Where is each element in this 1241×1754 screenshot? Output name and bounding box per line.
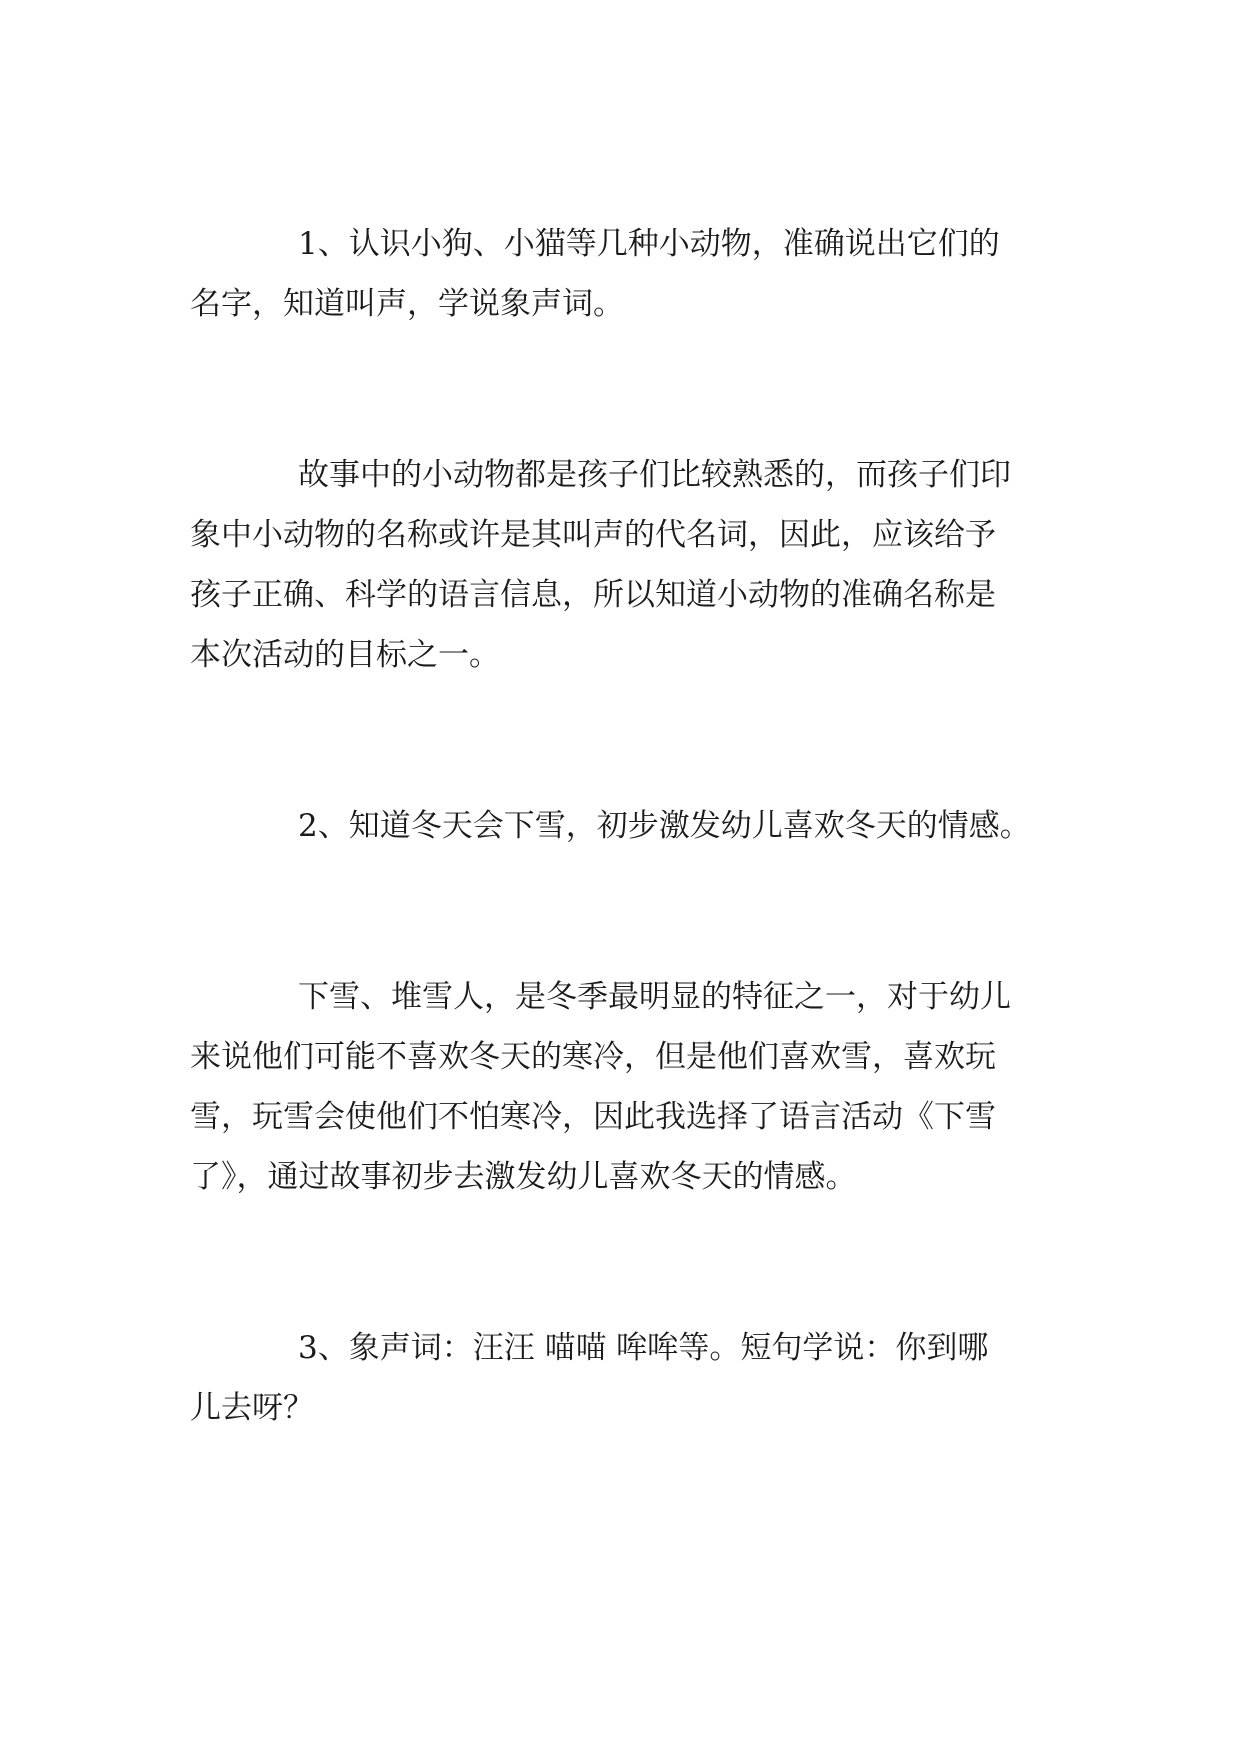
paragraph-5-line-2: 儿去呀？ — [190, 1390, 314, 1426]
paragraph-4-line-3: 雪，玩雪会使他们不怕寒冷，因此我选择了语言活动《下雪 — [190, 1099, 996, 1135]
paragraph-3-line-1: 2、知道冬天会下雪，初步激发幼儿喜欢冬天的情感。 — [298, 808, 1031, 844]
paragraph-4-line-2: 来说他们可能不喜欢冬天的寒冷，但是他们喜欢雪，喜欢玩 — [190, 1039, 996, 1075]
paragraph-5-line-1: 3、象声词：汪汪 喵喵 哞哞等。短句学说：你到哪 — [298, 1330, 989, 1366]
paragraph-4-line-4: 了》，通过故事初步去激发幼儿喜欢冬天的情感。 — [190, 1159, 857, 1195]
paragraph-2-line-1: 故事中的小动物都是孩子们比较熟悉的，而孩子们印 — [298, 457, 1011, 493]
paragraph-2-line-3: 孩子正确、科学的语言信息，所以知道小动物的准确名称是 — [190, 577, 996, 613]
paragraph-1-line-2: 名字，知道叫声，学说象声词。 — [190, 286, 624, 322]
paragraph-4-line-1: 下雪、堆雪人，是冬季最明显的特征之一，对于幼儿 — [298, 979, 1011, 1015]
paragraph-2-line-4: 本次活动的目标之一。 — [190, 637, 500, 673]
paragraph-1-line-1: 1、认识小狗、小猫等几种小动物，准确说出它们的 — [298, 226, 1000, 262]
paragraph-2-line-2: 象中小动物的名称或许是其叫声的代名词，因此，应该给予 — [190, 517, 996, 553]
